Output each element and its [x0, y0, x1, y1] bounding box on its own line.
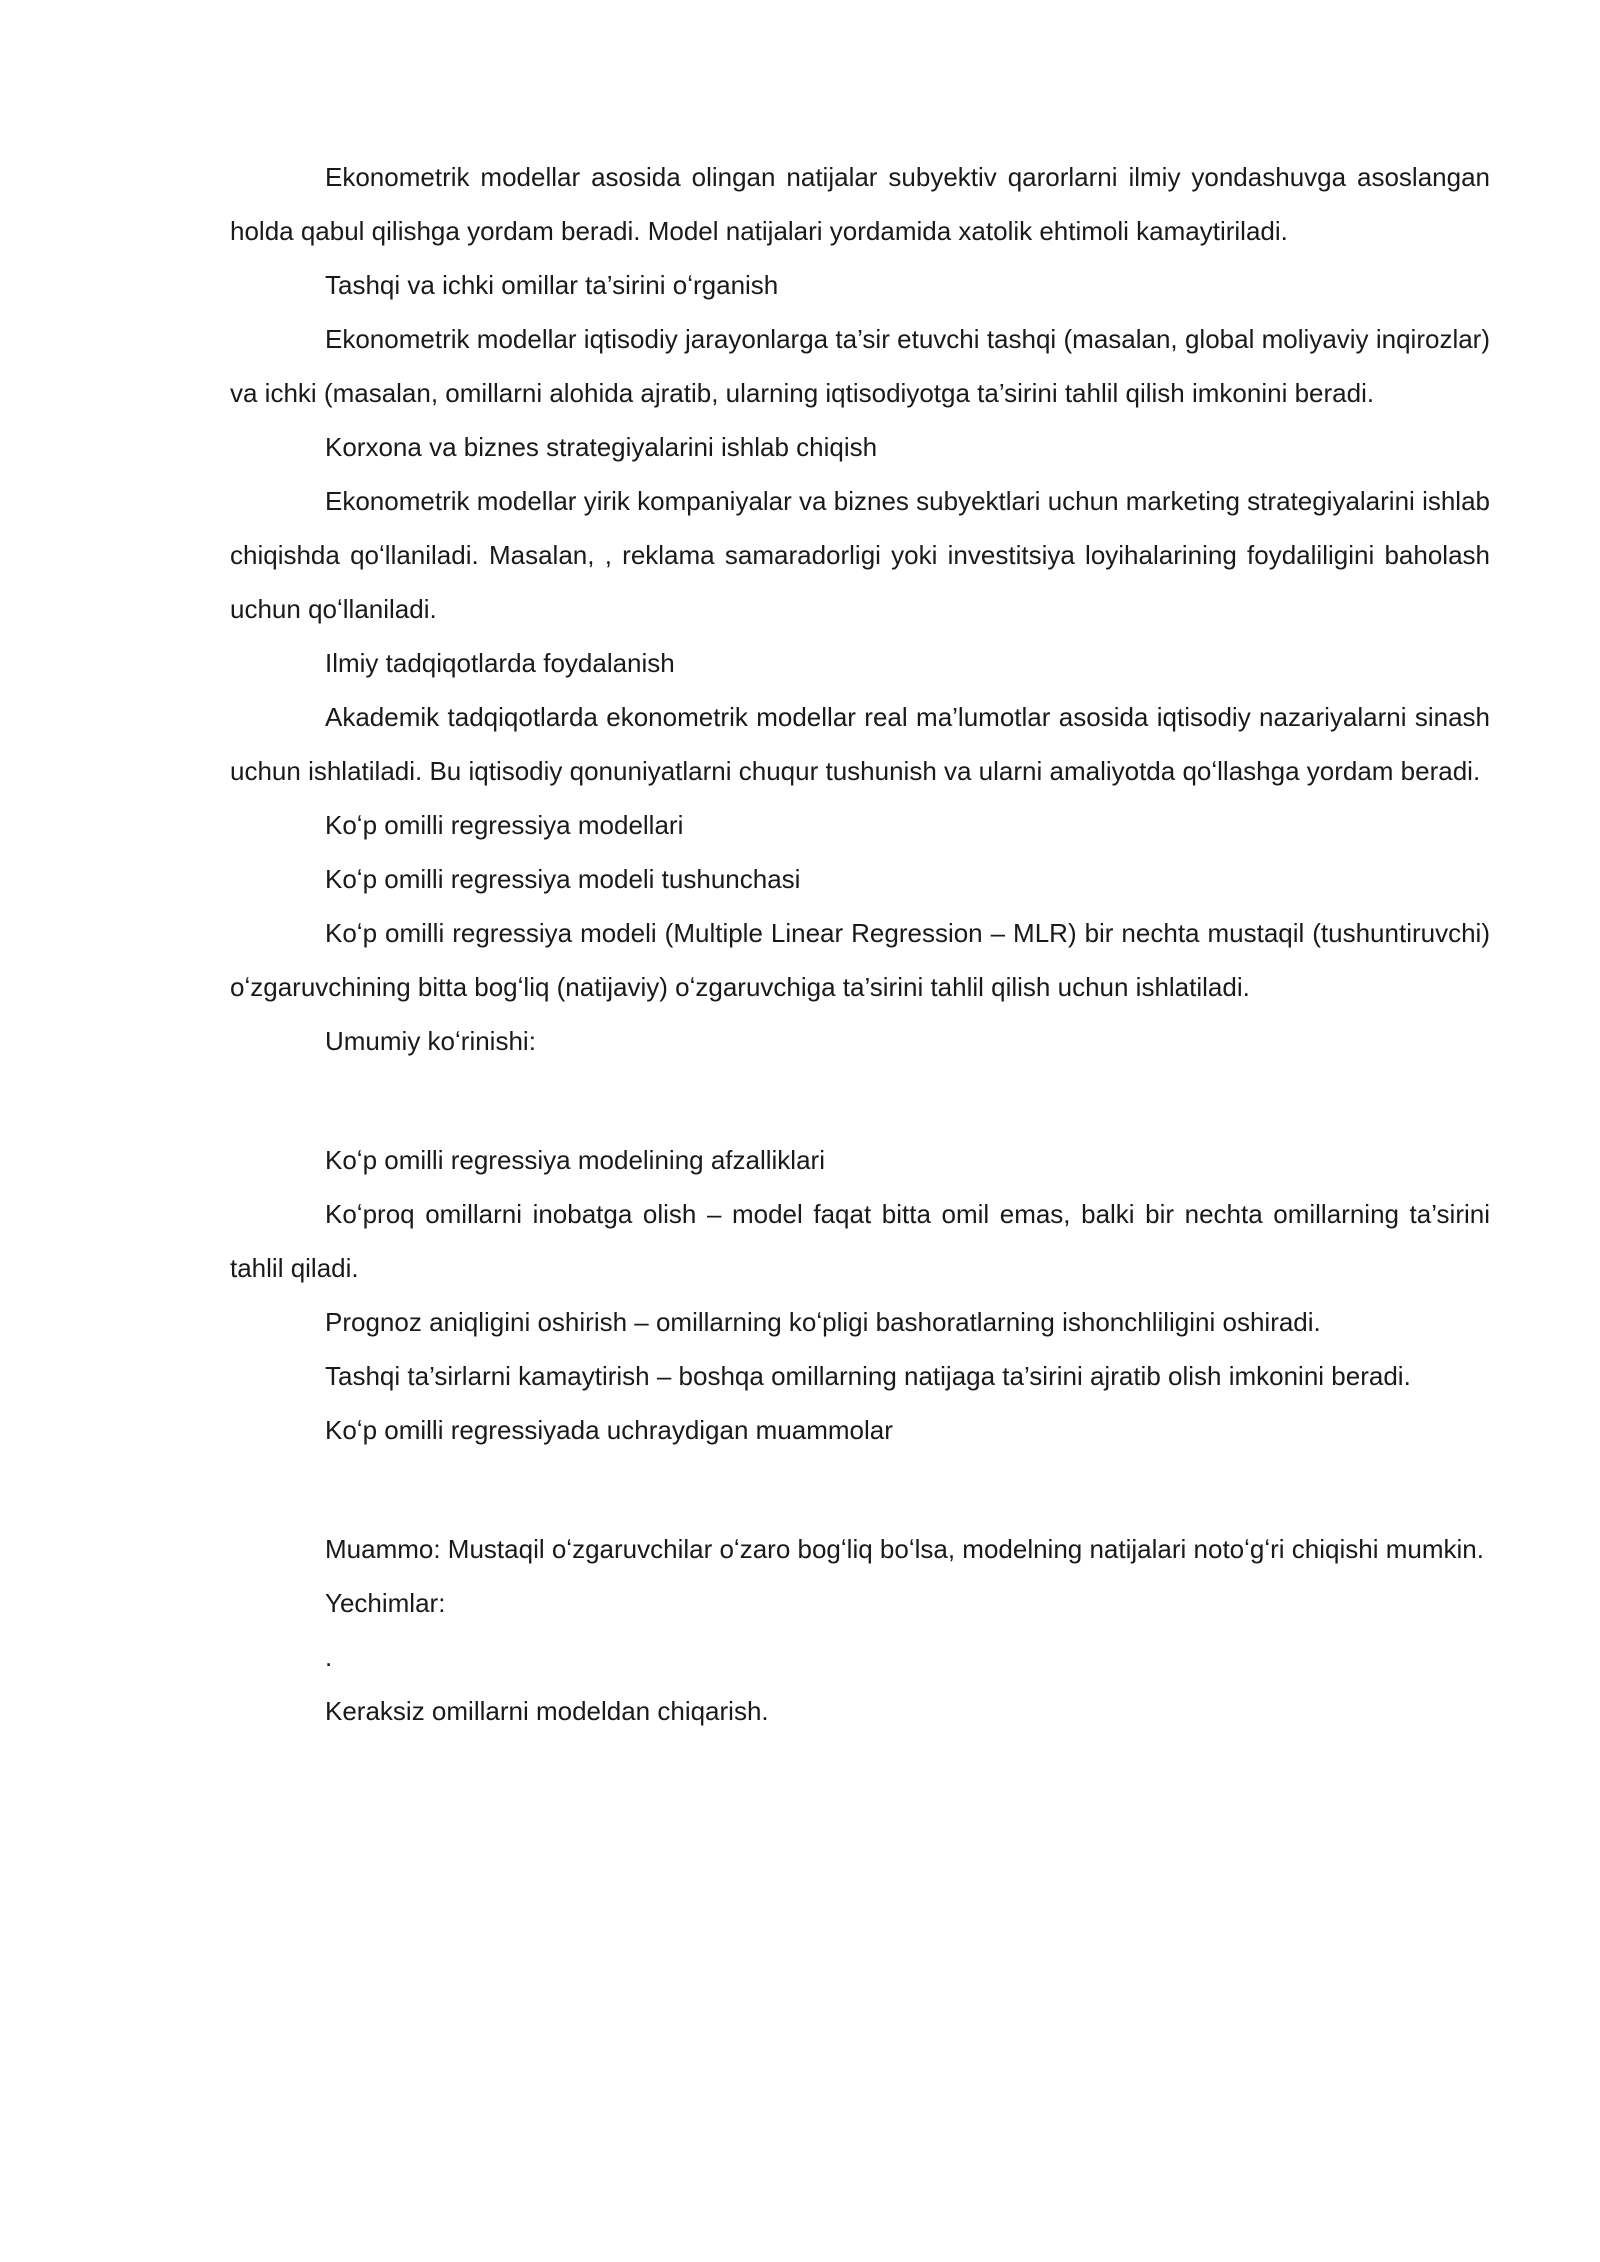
heading-business-strategies: Korxona va biznes strategiyalarini ishlab chiqish [325, 432, 878, 462]
paragraph-advantage-external: Tashqi ta’sirlarni kamaytirish – boshqa omillarning natijaga ta’sirini ajratib olish imkonini beradi. [325, 1361, 1411, 1391]
heading-scientific-research: Ilmiy tadqiqotlarda foydalanish [325, 648, 675, 678]
paragraph-advantage-more-factors: Koʻproq omillarni inobatga olish – model faqat bitta omil emas, balki bir nechta omillarning ta’sirini tahlil qiladi. [230, 1199, 1490, 1283]
solution-remove-factors: Keraksiz omillarni modeldan chiqarish. [325, 1696, 769, 1726]
paragraph-scientific-research: Akademik tadqiqotlarda ekonometrik modellar real ma’lumotlar asosida iqtisodiy nazariyalarni sinash uchun ishlatiladi. Bu iqtisodiy qonuniyatlarni chuqur tushunish va ularni amaliyotda qoʻllashga yordam beradi. [230, 702, 1490, 786]
heading-problems: Koʻp omilli regressiyada uchraydigan muammolar [325, 1415, 893, 1445]
heading-solutions: Yechimlar: [325, 1588, 446, 1618]
paragraph-advantage-forecast: Prognoz aniqligini oshirish – omillarning koʻpligi bashoratlarning ishonchliligini oshiradi. [325, 1307, 1321, 1337]
paragraph-problem-multicollinearity: Muammo: Mustaqil oʻzgaruvchilar oʻzaro bogʻliq boʻlsa, modelning natijalari notoʻgʻri chiqishi mumkin. [325, 1534, 1484, 1564]
paragraph-results-decisions: Ekonometrik modellar asosida olingan natijalar subyektiv qarorlarni ilmiy yondashuvga asoslangan holda qabul qilishga yordam beradi. Model natijalari yordamida xatolik ehtimoli kamaytiriladi. [230, 162, 1490, 246]
heading-advantages: Koʻp omilli regressiya modelining afzalliklari [325, 1145, 825, 1175]
document-page [230, 150, 1490, 1738]
problems-gap [230, 1457, 1490, 1522]
heading-external-internal-factors: Tashqi va ichki omillar ta’sirini oʻrganish [325, 270, 779, 300]
heading-multifactor-concept: Koʻp omilli regressiya modeli tushunchasi [325, 864, 801, 894]
formula-placeholder-gap [230, 1068, 1490, 1133]
heading-general-form: Umumiy koʻrinishi: [325, 1026, 536, 1056]
paragraph-mlr-definition: Koʻp omilli regressiya modeli (Multiple Linear Regression – MLR) bir nechta mustaqil (tushuntiruvchi) oʻzgaruvchining bitta bogʻliq (natijaviy) oʻzgaruvchiga ta’sirini tahlil qilish uchun ishlatiladi. [230, 918, 1490, 1002]
paragraph-business-strategies: Ekonometrik modellar yirik kompaniyalar va biznes subyektlari uchun marketing strategiyalarini ishlab chiqishda qoʻllaniladi. Masalan, , reklama samaradorligi yoki investitsiya loyihalarining foydaliligini baholash uchun qoʻllaniladi. [230, 486, 1490, 624]
heading-multifactor-models: Koʻp omilli regressiya modellari [325, 810, 684, 840]
paragraph-external-internal-factors: Ekonometrik modellar iqtisodiy jarayonlarga ta’sir etuvchi tashqi (masalan, global moliyaviy inqirozlar) va ichki (masalan, omillarni alohida ajratib, ularning iqtisodiyotga ta’sirini tahlil qilish imkonini beradi. [230, 324, 1490, 408]
solution-dot-line: . [325, 1642, 333, 1672]
